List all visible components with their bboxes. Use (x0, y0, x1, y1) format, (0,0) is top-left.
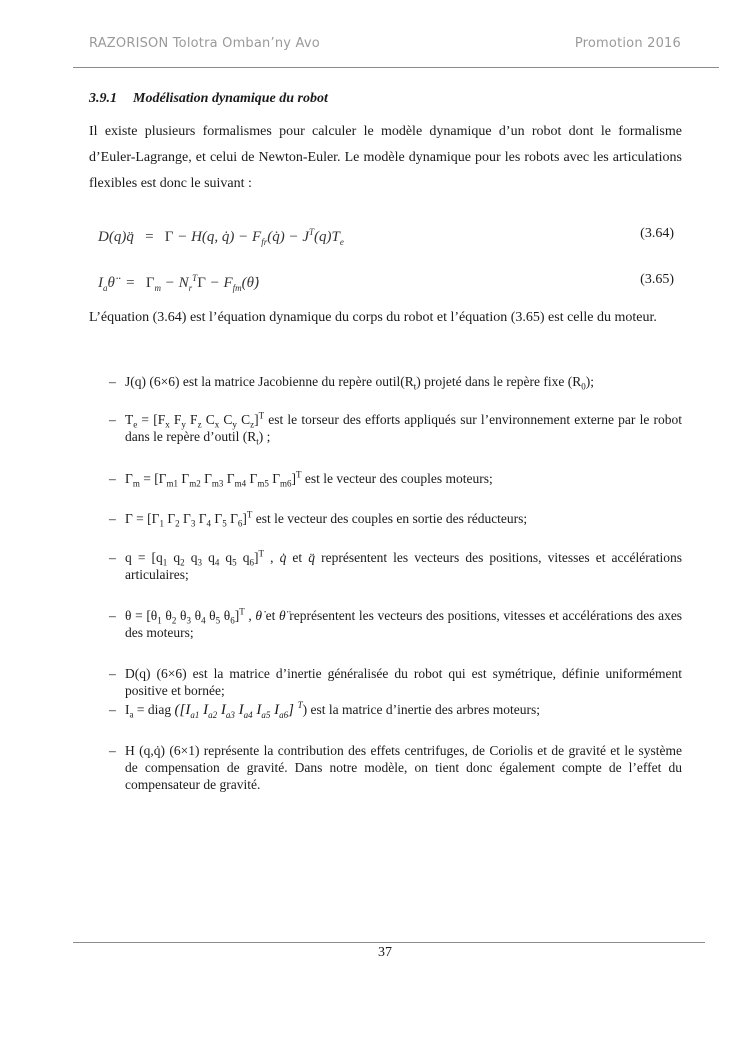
list-dash: – (109, 374, 116, 389)
list-item-motor-inertia: – $I_a$ = diag ([$I_{a1}$ $I_{a2}$ $I_{a3}$ $I_{a4}$ $I_{a5}$ $I_{a6}$] $^T$) est la matrice d’inertie des arbres moteurs; (109, 700, 540, 720)
list-item-joint-positions: – $q = [q_1$ $q_2$ $q_3$ $q_4$ $q_5$ $q_6]^T$ , q̇ et q̈ représentent les vecteurs des positions, vitesses et accélérations articulaires; (109, 548, 683, 582)
page-number: 37 (378, 945, 392, 960)
section-title: Modélisation dynamique du robot (133, 91, 328, 106)
list-item-torseur: – $T_e = [F_x$ $F_y$ $F_z$ $C_x$ $C_y$ $C_z]^T$ est le torseur des efforts appliqués sur l’environnement externe par le robot dans le repère d’outil $(R_t)$ ; (109, 410, 682, 447)
list-item-reducer-torques: – $\Gamma = [\Gamma_1$ $\Gamma_2$ $\Gamma_3$ $\Gamma_4$ $\Gamma_5$ $\Gamma_6]^T$ est le vecteur des couples en sortie des réducteurs; (109, 509, 528, 529)
equation-3-64: D(q)q̈ = Γ − H(q, q̇) − $F_{fr}(q̇) - J^T(q)T_e$ (98, 227, 344, 247)
list-item-jacobian: – J(q) (6×6) est la matrice Jacobienne du repère $outil(R_t)$ projeté dans le repère fixe $(R_0)$; (109, 374, 594, 392)
list-item-inertia-matrix: – D(q) (6×6) est la matrice d’inertie généralisée du robot qui est symétrique, définie uniformément positive et bornée; (109, 666, 682, 698)
list-item-coriolis: – H (q,q̇) (6×1) représente la contribution des effets centrifuges, de Coriolis et de gravité et le système de compensation de gravité. Dans notre modèle, on tient donc également compte de l’effet du compensateur de gravité. (109, 743, 682, 792)
equation-number-3-64: (3.64) (640, 226, 674, 241)
explanation-paragraph: L’équation (3.64) est l’équation dynamique du corps du robot et l’équation (3.65) est celle du moteur. (89, 310, 657, 325)
list-item-motor-torques: – $\Gamma_m = [\Gamma_{m1}$ $\Gamma_{m2}$ $\Gamma_{m3}$ $\Gamma_{m4}$ $\Gamma_{m5}$ $\Gamma_{m6}]^T$ est le vecteur des couples moteurs; (109, 469, 493, 489)
equation-number-3-65: (3.65) (640, 272, 674, 287)
footer-divider (73, 942, 705, 943)
header-promotion: Promotion 2016 (574, 36, 681, 51)
section-number: 3.9.1 (89, 91, 117, 106)
header-author: RAZORISON Tolotra Omban’ny Avo (89, 36, 320, 51)
equation-3-65: $I_a\thetä$ = $\Gamma_m - N_r^T\Gamma$ − $F_{fm}(\thetȧ)$ (98, 273, 260, 293)
header-divider (73, 67, 719, 68)
section-heading (89, 91, 328, 107)
intro-paragraph: Il existe plusieurs formalismes pour calculer le modèle dynamique d’un robot dont le formalisme d’Euler-Lagrange, et celui de Newton-Euler. Le modèle dynamique pour les robots avec les articulations flexibles est donc le suivant : (89, 124, 682, 191)
list-item-motor-positions: – $\theta = [\theta_1$ $\theta_2$ $\theta_3$ $\theta_4$ $\theta_5$ $\theta_6]^T$ , θ̇ et θ̈ représentent les vecteurs des positions, vitesses et accélérations des axes des moteurs; (109, 606, 683, 640)
